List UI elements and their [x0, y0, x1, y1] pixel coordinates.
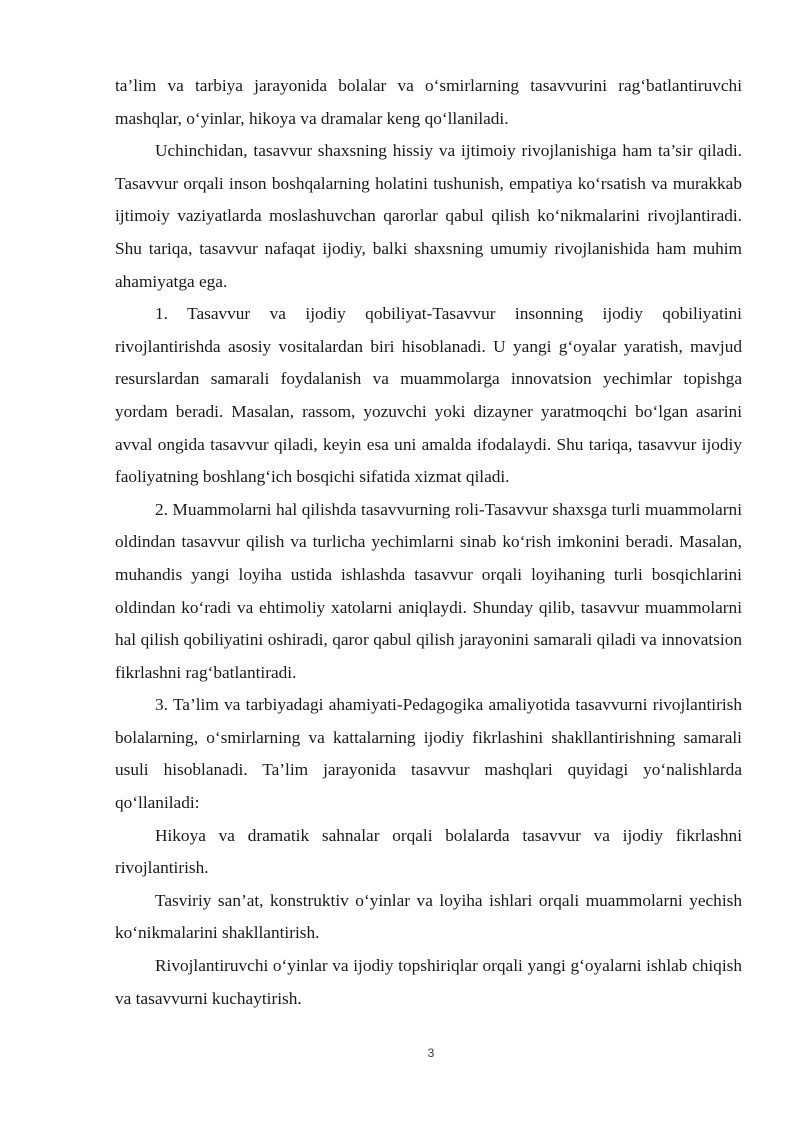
- page-number: 3: [427, 1046, 435, 1060]
- paragraph-thirdly: Uchinchidan, tasavvur shaxsning hissiy va ijtimoiy rivojlanishiga ham ta’sir qiladi. Tasavvur orqali inson boshqalarning holatini tushunish, empatiya ko‘rsatish va murakkab ijtimoiy vaziyatlarda moslashuvchan qarorlar qabul qilish ko‘nikmalarini rivojlantiradi. Shu tariqa, tasavvur nafaqat ijodiy, balki shaxsning umumiy rivojlanishida ham muhim ahamiyatga ega.: [115, 141, 742, 291]
- paragraph-item-2: 2. Muammolarni hal qilishda tasavvurning roli-Tasavvur shaxsga turli muammolarni oldindan tasavvur qilish va turlicha yechimlarni sinab ko‘rish imkonini beradi. Masalan, muhandis yangi loyiha ustida ishlashda tasavvur orqali loyihaning turli bosqichlarini oldindan ko‘radi va ehtimoliy xatolarni aniqlaydi. Shunday qilib, tasavvur muammolarni hal qilish qobiliyatini oshiradi, qaror qabul qilish jarayonini samarali qiladi va innovatsion fikrlashni rag‘batlantiradi.: [115, 499, 742, 682]
- paragraph-direction-1: Hikoya va dramatik sahnalar orqali bolalarda tasavvur va ijodiy fikrlashni rivojlantirish.: [115, 825, 742, 878]
- paragraph-direction-3: Rivojlantiruvchi o‘yinlar va ijodiy topshiriqlar orqali yangi g‘oyalarni ishlab chiqish va tasavvurni kuchaytirish.: [115, 956, 742, 1008]
- paragraph-item-3: 3. Ta’lim va tarbiyadagi ahamiyati-Pedagogika amaliyotida tasavvurni rivojlantirish bolalarning, o‘smirlarning va kattalarning ijodiy fikrlashini shakllantirishning samarali usuli hisoblanadi. Ta’lim jarayonida tasavvur mashqlari quyidagi yo‘nalishlarda qo‘llaniladi:: [115, 695, 742, 813]
- page-body: [115, 70, 742, 1015]
- paragraph-continuation: ta’lim va tarbiya jarayonida bolalar va o‘smirlarning tasavvurini rag‘batlantiruvchi mashqlar, o‘yinlar, hikoya va dramalar keng qo‘llaniladi.: [115, 76, 742, 128]
- paragraph-direction-2: Tasviriy san’at, konstruktiv o‘yinlar va loyiha ishlari orqali muammolarni yechish ko‘nikmalarini shakllantirish.: [115, 890, 742, 943]
- paragraph-item-1: 1. Tasavvur va ijodiy qobiliyat-Tasavvur insonning ijodiy qobiliyatini rivojlantirishda asosiy vositalardan biri hisoblanadi. U yangi g‘oyalar yaratish, mavjud resurslardan samarali foydalanish va muammolarga innovatsion yechimlar topishga yordam beradi. Masalan, rassom, yozuvchi yoki dizayner yaratmoqchi bo‘lgan asarini avval ongida tasavvur qiladi, keyin esa uni amalda ifodalaydi. Shu tariqa, tasavvur ijodiy faoliyatning boshlang‘ich bosqichi sifatida xizmat qiladi.: [115, 304, 742, 487]
